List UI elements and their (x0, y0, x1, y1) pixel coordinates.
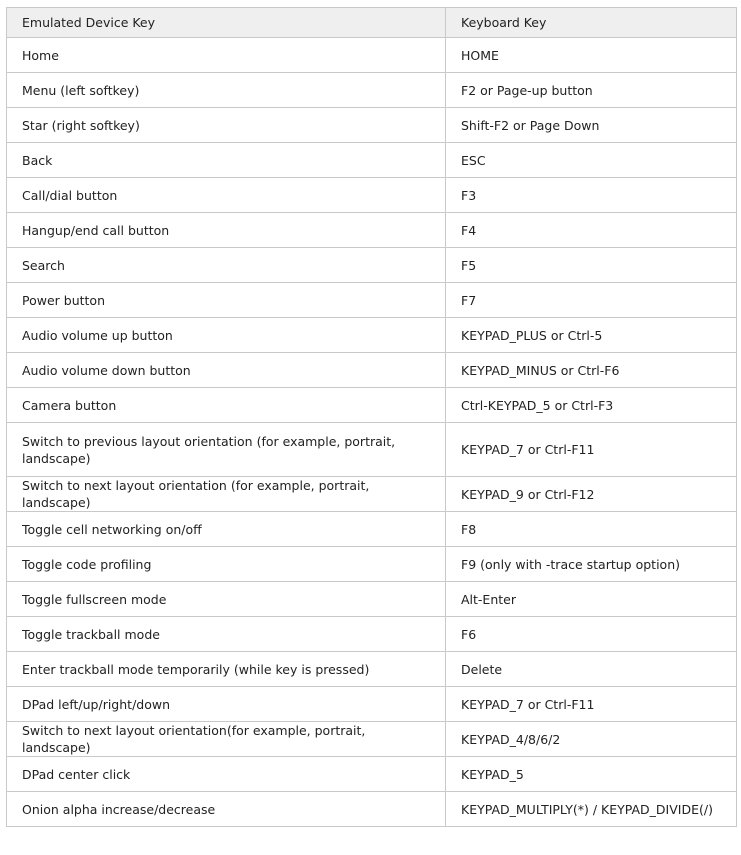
table-row (7, 582, 737, 617)
keyboard-key-cell: KEYPAD_7 or Ctrl-F11 (446, 687, 737, 722)
device-key-cell: Power button (7, 283, 446, 318)
table-row (7, 318, 737, 353)
device-key-cell: Toggle code profiling (7, 547, 446, 582)
device-key-cell: Hangup/end call button (7, 213, 446, 248)
device-key-cell: Switch to next layout orientation (for example, portrait, landscape) (7, 477, 446, 512)
keyboard-key-cell: ESC (446, 143, 737, 178)
device-key-cell: Menu (left softkey) (7, 73, 446, 108)
device-key-cell: Audio volume up button (7, 318, 446, 353)
keyboard-key-cell: KEYPAD_MULTIPLY(*) / KEYPAD_DIVIDE(/) (446, 792, 737, 827)
keyboard-key-cell: F6 (446, 617, 737, 652)
table-row (7, 108, 737, 143)
device-key-cell: Audio volume down button (7, 353, 446, 388)
device-key-cell: DPad center click (7, 757, 446, 792)
keyboard-key-cell: F9 (only with -trace startup option) (446, 547, 737, 582)
keyboard-key-cell: Ctrl-KEYPAD_5 or Ctrl-F3 (446, 388, 737, 423)
table-row (7, 477, 737, 512)
device-key-cell: Star (right softkey) (7, 108, 446, 143)
keyboard-key-cell: Delete (446, 652, 737, 687)
table-row (7, 248, 737, 283)
table-row (7, 512, 737, 547)
key-mapping-table (6, 7, 737, 827)
device-key-cell: Camera button (7, 388, 446, 423)
device-key-cell: DPad left/up/right/down (7, 687, 446, 722)
table-row (7, 143, 737, 178)
device-key-cell: Onion alpha increase/decrease (7, 792, 446, 827)
header-keyboard-key: Keyboard Key (446, 8, 737, 38)
table-row (7, 792, 737, 827)
keyboard-key-cell: KEYPAD_5 (446, 757, 737, 792)
keyboard-key-cell: KEYPAD_PLUS or Ctrl-5 (446, 318, 737, 353)
table-body (7, 38, 737, 827)
keyboard-key-cell: F8 (446, 512, 737, 547)
table-row (7, 283, 737, 318)
keyboard-key-cell: Alt-Enter (446, 582, 737, 617)
device-key-cell: Call/dial button (7, 178, 446, 213)
device-key-cell: Search (7, 248, 446, 283)
device-key-cell: Toggle fullscreen mode (7, 582, 446, 617)
keyboard-key-cell: KEYPAD_9 or Ctrl-F12 (446, 477, 737, 512)
table-row (7, 617, 737, 652)
header-emulated-device-key: Emulated Device Key (7, 8, 446, 38)
device-key-cell: Switch to next layout orientation(for example, portrait, landscape) (7, 722, 446, 757)
device-key-cell: Home (7, 38, 446, 73)
keyboard-key-cell: F2 or Page-up button (446, 73, 737, 108)
table-header (7, 8, 737, 38)
table-row (7, 722, 737, 757)
table-row (7, 687, 737, 722)
table-row (7, 73, 737, 108)
keyboard-key-cell: F4 (446, 213, 737, 248)
table-row (7, 353, 737, 388)
table-row (7, 652, 737, 687)
keyboard-key-cell: F7 (446, 283, 737, 318)
table-row (7, 547, 737, 582)
keyboard-key-cell: KEYPAD_7 or Ctrl-F11 (446, 423, 737, 477)
device-key-cell: Toggle cell networking on/off (7, 512, 446, 547)
table-row (7, 388, 737, 423)
keyboard-key-cell: HOME (446, 38, 737, 73)
device-key-cell: Back (7, 143, 446, 178)
keyboard-key-cell: KEYPAD_MINUS or Ctrl-F6 (446, 353, 737, 388)
table-row (7, 38, 737, 73)
table-row (7, 757, 737, 792)
header-row (7, 8, 737, 38)
keyboard-key-cell: F3 (446, 178, 737, 213)
table-row (7, 213, 737, 248)
device-key-cell: Toggle trackball mode (7, 617, 446, 652)
keyboard-key-cell: KEYPAD_4/8/6/2 (446, 722, 737, 757)
keyboard-key-cell: F5 (446, 248, 737, 283)
device-key-cell: Enter trackball mode temporarily (while key is pressed) (7, 652, 446, 687)
keyboard-key-cell: Shift-F2 or Page Down (446, 108, 737, 143)
table-row (7, 178, 737, 213)
device-key-cell: Switch to previous layout orientation (for example, portrait, landscape) (7, 423, 446, 477)
table-row (7, 423, 737, 477)
